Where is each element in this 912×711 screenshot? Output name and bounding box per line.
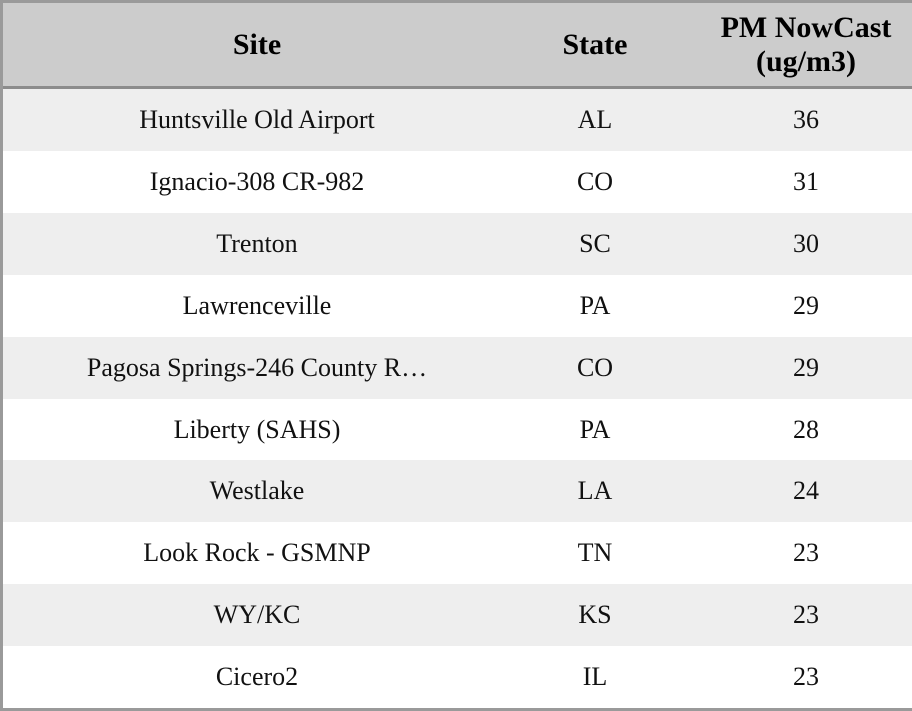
- cell-pm-nowcast: 29: [793, 290, 819, 320]
- table-row: [3, 460, 912, 522]
- cell-site: Cicero2: [215, 662, 299, 692]
- column-header-site: [3, 3, 511, 88]
- cell-state: TN: [577, 538, 613, 568]
- cell-pm-nowcast: 31: [793, 167, 819, 197]
- table-row: [3, 399, 912, 461]
- cell-state: SC: [579, 228, 611, 258]
- column-header-pm-nowcast: [679, 3, 912, 88]
- cell-pm-nowcast: 36: [793, 105, 819, 135]
- table-body: [3, 88, 912, 708]
- table-row: [3, 151, 912, 213]
- cell-pm-nowcast: 29: [793, 352, 819, 382]
- cell-state: IL: [582, 662, 608, 692]
- cell-state: CO: [576, 167, 614, 197]
- cell-site: Lawrenceville: [182, 290, 332, 320]
- cell-site: Ignacio-308 CR-982: [149, 167, 365, 197]
- cell-site: Westlake: [209, 476, 305, 506]
- table-row: [3, 88, 912, 151]
- column-header-site-label: Site: [232, 27, 282, 61]
- cell-pm-nowcast: 23: [793, 662, 819, 692]
- table-row: [3, 522, 912, 584]
- cell-state: PA: [579, 290, 611, 320]
- cell-pm-nowcast: 24: [793, 476, 819, 506]
- cell-state: AL: [577, 105, 613, 135]
- cell-site: Trenton: [216, 228, 298, 258]
- table-row: [3, 646, 912, 708]
- cell-pm-nowcast: 23: [793, 600, 819, 630]
- cell-site: Look Rock - GSMNP: [143, 538, 371, 568]
- cell-pm-nowcast: 30: [793, 228, 819, 258]
- cell-state: KS: [578, 600, 612, 630]
- column-header-state-label: State: [562, 27, 628, 61]
- column-header-state: [511, 3, 679, 88]
- column-header-pm-nowcast-label: PM NowCast (ug/m3): [720, 11, 892, 78]
- table-header-row: [3, 3, 912, 88]
- cell-state: LA: [577, 476, 613, 506]
- cell-state: PA: [579, 414, 611, 444]
- air-quality-table: [3, 3, 912, 708]
- table-row: [3, 584, 912, 646]
- cell-pm-nowcast: 23: [793, 538, 819, 568]
- cell-site: WY/KC: [213, 600, 301, 630]
- cell-site: Huntsville Old Airport: [139, 105, 375, 135]
- table-row: [3, 337, 912, 399]
- cell-state: CO: [576, 352, 614, 382]
- table-row: [3, 213, 912, 275]
- table-header: [3, 3, 912, 88]
- cell-site: Liberty (SAHS): [173, 414, 341, 444]
- cell-pm-nowcast: 28: [793, 414, 819, 444]
- table-row: [3, 275, 912, 337]
- cell-site: Pagosa Springs-246 County R…: [86, 352, 428, 382]
